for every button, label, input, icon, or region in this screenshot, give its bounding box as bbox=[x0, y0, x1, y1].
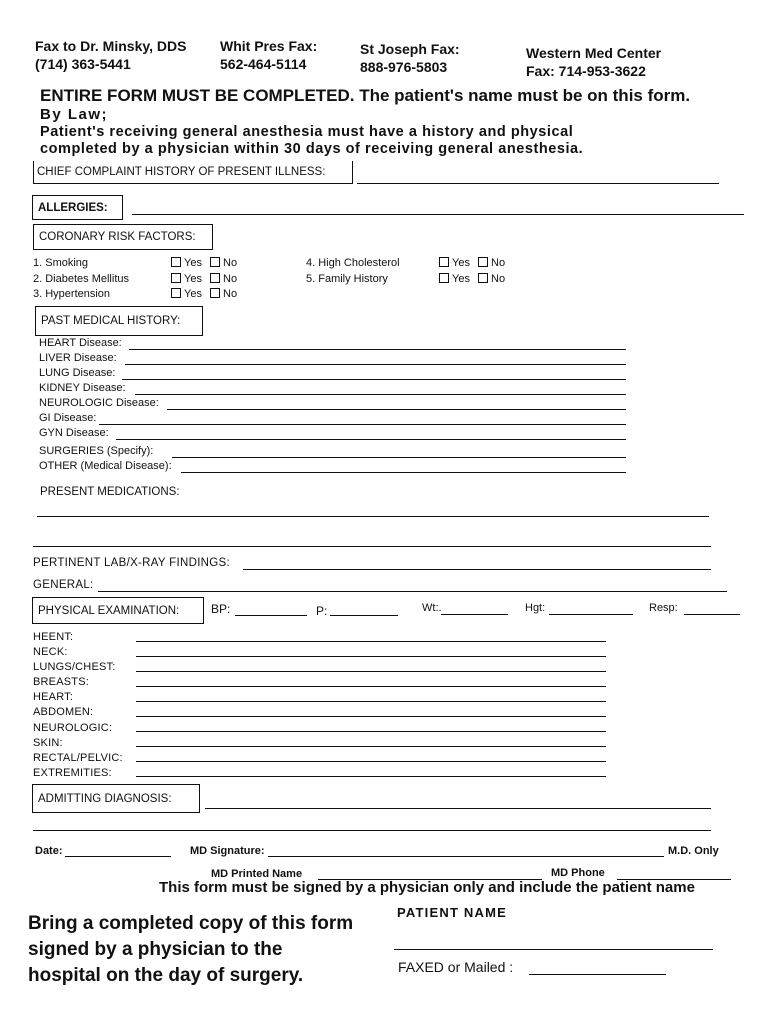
yes-label: Yes bbox=[184, 288, 202, 300]
vital-p-line[interactable] bbox=[330, 615, 398, 616]
exam-item-breasts: BREASTS: bbox=[33, 676, 90, 689]
notice-line2: By Law; bbox=[40, 106, 109, 123]
pmh-line-neurologic[interactable] bbox=[167, 409, 626, 410]
risk-col2-labels bbox=[306, 256, 400, 287]
exam-item-neurologic: NEUROLOGIC: bbox=[33, 721, 113, 734]
meds-label: PRESENT MEDICATIONS: bbox=[40, 486, 180, 498]
md-only-label: M.D. Only bbox=[668, 845, 719, 857]
exam-line-lungs[interactable] bbox=[136, 671, 606, 672]
exam-item-lungs: LUNGS/CHEST: bbox=[33, 661, 116, 674]
notice-line3: Patient's receiving general anesthesia must have a history and physical bbox=[40, 124, 574, 140]
pmh-item-heart: HEART Disease: bbox=[39, 337, 122, 349]
pmh-line-other[interactable] bbox=[181, 472, 626, 473]
exam-item-heart: HEART: bbox=[33, 691, 74, 704]
admitting-box bbox=[32, 784, 200, 813]
notice-line1-bold: ENTIRE FORM MUST BE COMPLETED bbox=[40, 86, 350, 105]
pmh-line-surgeries[interactable] bbox=[172, 457, 626, 458]
fax-joseph-phone: 888-976-5803 bbox=[360, 59, 448, 75]
checkbox-family-yes[interactable] bbox=[439, 273, 449, 283]
bring-line-2: signed by a physician to the bbox=[28, 939, 283, 960]
vital-bp-label: BP: bbox=[211, 602, 231, 616]
meds-line-1[interactable] bbox=[37, 516, 709, 517]
allergies-line[interactable] bbox=[132, 214, 744, 215]
pmh-item-neurologic: NEUROLOGIC Disease: bbox=[39, 397, 159, 409]
pmh-label: PAST MEDICAL HISTORY: bbox=[41, 315, 181, 327]
pmh-line-heart[interactable] bbox=[129, 349, 626, 350]
date-label: Date: bbox=[35, 845, 63, 857]
chief-complaint-label: CHIEF COMPLAINT HISTORY OF PRESENT ILLNESS: bbox=[37, 166, 326, 178]
pmh-box bbox=[35, 306, 203, 336]
pmh-item-surgeries: SURGERIES (Specify): bbox=[39, 445, 154, 457]
checkbox-diabetes-no[interactable] bbox=[210, 273, 220, 283]
meds-line-2[interactable] bbox=[33, 546, 711, 547]
physical-box bbox=[32, 597, 204, 624]
exam-line-breasts[interactable] bbox=[136, 686, 606, 687]
date-line[interactable] bbox=[65, 856, 171, 857]
fax-minsky bbox=[35, 37, 186, 73]
exam-line-neurologic[interactable] bbox=[136, 731, 606, 732]
fax-whit-phone: 562-464-5114 bbox=[220, 56, 307, 72]
no-label: No bbox=[491, 257, 506, 269]
checkbox-hypertension-no[interactable] bbox=[210, 288, 220, 298]
exam-labels bbox=[33, 630, 123, 781]
pmh-line-lung[interactable] bbox=[122, 379, 626, 380]
no-label: No bbox=[223, 272, 238, 285]
exam-item-neck: NECK: bbox=[33, 646, 68, 659]
exam-item-extremities: EXTREMITIES: bbox=[33, 766, 112, 779]
no-label: No bbox=[223, 257, 238, 269]
bring-line-1: Bring a completed copy of this form bbox=[28, 913, 354, 934]
fax-whit bbox=[220, 37, 317, 73]
fax-western-phone: Fax: 714-953-3622 bbox=[526, 63, 646, 79]
md-signature-line[interactable] bbox=[268, 856, 664, 857]
pmh-item-gyn: GYN Disease: bbox=[39, 427, 109, 439]
exam-line-rectal[interactable] bbox=[136, 761, 606, 762]
allergies-box bbox=[32, 195, 123, 220]
vital-resp-label: Resp: bbox=[649, 602, 678, 614]
fax-minsky-name: Fax to Dr. Minsky, DDS bbox=[35, 38, 187, 54]
yes-label: Yes bbox=[452, 257, 470, 269]
admitting-label: ADMITTING DIAGNOSIS: bbox=[38, 793, 172, 805]
fax-minsky-phone: (714) 363-5441 bbox=[35, 56, 131, 72]
pmh-item-gi: GI Disease: bbox=[39, 412, 97, 424]
exam-item-skin: SKIN: bbox=[33, 736, 63, 749]
pmh-item-other: OTHER (Medical Disease): bbox=[39, 460, 172, 472]
coronary-box bbox=[33, 224, 213, 250]
risk-item-hypertension: 3. Hypertension bbox=[33, 288, 111, 300]
vital-hgt-label: Hgt: bbox=[525, 602, 546, 614]
lab-label: PERTINENT LAB/X-RAY FINDINGS: bbox=[33, 557, 231, 569]
faxed-label: FAXED or Mailed : bbox=[398, 959, 514, 975]
admitting-line-1[interactable] bbox=[205, 808, 711, 809]
pmh-item-lung: LUNG Disease: bbox=[39, 367, 116, 379]
checkbox-smoking-yes[interactable] bbox=[171, 257, 181, 267]
fax-joseph bbox=[360, 40, 460, 76]
exam-line-heart[interactable] bbox=[136, 701, 606, 702]
fax-whit-name: Whit Pres Fax: bbox=[220, 38, 318, 54]
general-line[interactable] bbox=[98, 591, 727, 592]
vital-hgt-line[interactable] bbox=[549, 614, 633, 615]
pmh-line-gyn[interactable] bbox=[116, 439, 626, 440]
exam-line-skin[interactable] bbox=[136, 746, 606, 747]
risk-item-cholesterol: 4. High Cholesterol bbox=[306, 257, 400, 269]
no-label: No bbox=[491, 272, 506, 285]
exam-line-neck[interactable] bbox=[136, 656, 606, 657]
exam-line-heent[interactable] bbox=[136, 641, 606, 642]
pmh-line-gi[interactable] bbox=[99, 424, 626, 425]
md-signature-label: MD Signature: bbox=[190, 845, 265, 857]
bring-copy-note bbox=[28, 911, 353, 989]
lab-line[interactable] bbox=[243, 569, 711, 570]
yes-label: Yes bbox=[452, 272, 470, 285]
vital-resp-line[interactable] bbox=[684, 614, 740, 615]
risk-item-smoking: 1. Smoking bbox=[33, 257, 89, 269]
exam-item-abdomen: ABDOMEN: bbox=[33, 706, 94, 719]
allergies-label: ALLERGIES: bbox=[38, 202, 108, 214]
checkbox-hypertension-yes[interactable] bbox=[171, 288, 181, 298]
checkbox-family-no[interactable] bbox=[478, 273, 488, 283]
pmh-item-liver: LIVER Disease: bbox=[39, 352, 117, 364]
md-phone-label: MD Phone bbox=[551, 867, 605, 879]
notice-line4: completed by a physician within 30 days of receiving general anesthesia. bbox=[40, 141, 584, 157]
yes-label: Yes bbox=[184, 272, 202, 285]
risk-col1-boxes bbox=[171, 256, 237, 303]
checkbox-cholesterol-yes[interactable] bbox=[439, 257, 449, 267]
patient-name-line[interactable] bbox=[394, 949, 713, 950]
risk-item-family: 5. Family History bbox=[306, 272, 388, 285]
vital-bp-line[interactable] bbox=[235, 615, 307, 616]
pmh-line-liver[interactable] bbox=[125, 364, 626, 365]
risk-col2-boxes bbox=[439, 256, 505, 287]
md-printed-name-label: MD Printed Name bbox=[211, 868, 303, 880]
faxed-line[interactable] bbox=[529, 974, 666, 975]
chief-complaint-box bbox=[33, 161, 353, 184]
admitting-line-2[interactable] bbox=[33, 830, 711, 831]
risk-col1-labels bbox=[33, 256, 129, 303]
coronary-label: CORONARY RISK FACTORS: bbox=[39, 231, 196, 243]
patient-name-label: PATIENT NAME bbox=[397, 905, 507, 920]
pmh-line-kidney[interactable] bbox=[135, 394, 626, 395]
notice-line1-rest: . The patient's name must be on this form. bbox=[349, 86, 691, 105]
exam-line-extremities[interactable] bbox=[136, 776, 606, 777]
exam-item-heent: HEENT: bbox=[33, 631, 74, 643]
general-label: GENERAL: bbox=[33, 579, 94, 591]
yes-label: Yes bbox=[184, 257, 202, 269]
checkbox-cholesterol-no[interactable] bbox=[478, 257, 488, 267]
chief-complaint-line[interactable] bbox=[357, 183, 719, 184]
risk-item-diabetes: 2. Diabetes Mellitus bbox=[33, 272, 129, 285]
checkbox-smoking-no[interactable] bbox=[210, 257, 220, 267]
bring-line-3: hospital on the day of surgery. bbox=[28, 965, 304, 986]
notice-line1 bbox=[40, 86, 690, 106]
signed-note: This form must be signed by a physician only and include the patient name bbox=[159, 879, 695, 896]
vital-wt-label: Wt:. bbox=[422, 602, 442, 614]
exam-item-rectal: RECTAL/PELVIC: bbox=[33, 751, 123, 764]
no-label: No bbox=[223, 288, 238, 300]
fax-western-name: Western Med Center bbox=[526, 45, 662, 61]
vital-p-label: P: bbox=[316, 604, 328, 618]
fax-western bbox=[526, 44, 661, 80]
exam-line-abdomen[interactable] bbox=[136, 716, 606, 717]
checkbox-diabetes-yes[interactable] bbox=[171, 273, 181, 283]
physical-label: PHYSICAL EXAMINATION: bbox=[38, 605, 180, 617]
pmh-item-kidney: KIDNEY Disease: bbox=[39, 382, 126, 394]
fax-joseph-name: St Joseph Fax: bbox=[360, 41, 460, 57]
vital-wt-line[interactable] bbox=[441, 614, 508, 615]
